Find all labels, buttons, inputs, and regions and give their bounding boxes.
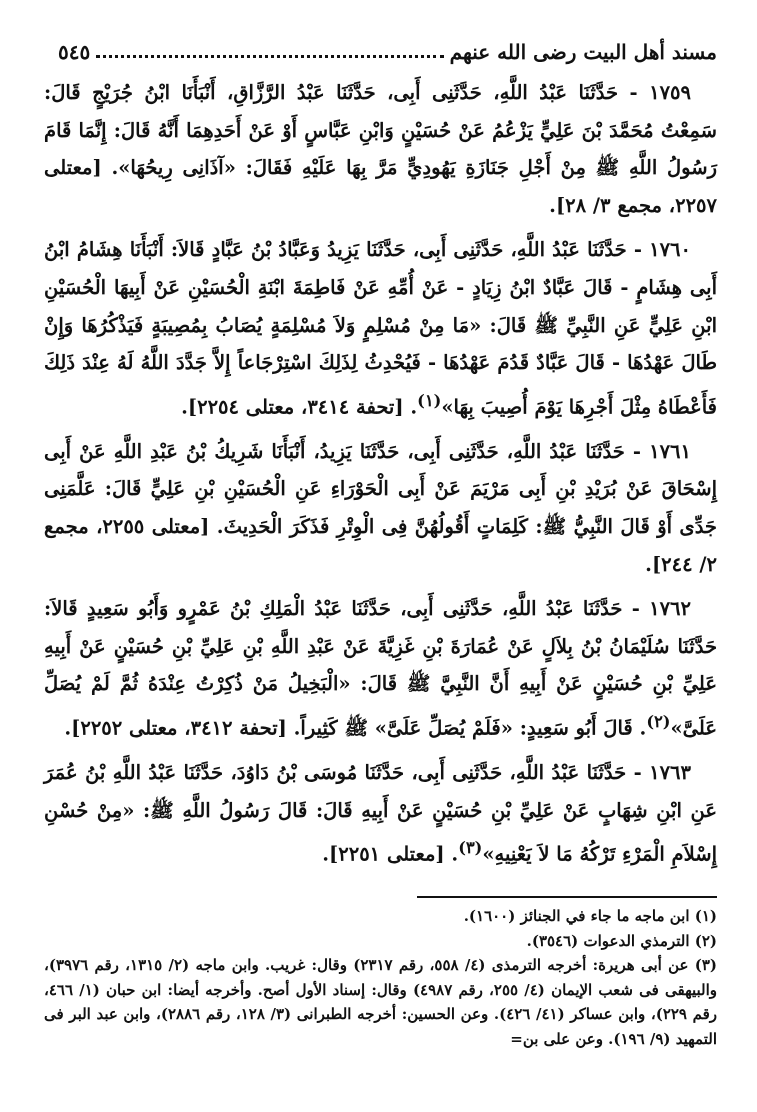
- hadith-reference: [معتلى ٢٢٥٥، مجمع ٢/ ٢٤٤].: [44, 515, 717, 576]
- hadith-1761: ١٧٦١ - حَدَّثَنَا عَبْدُ اللَّهِ، حَدَّثَنِى أَبِى، حَدَّثَنَا يَزِيدُ، أَنْبَأَنَا شَرِيكُ بْنُ عَبْدِ اللَّهِ عَنْ أَبِى إِسْحَاقَ عَنْ بُرَيْدِ بْنِ أَبِى مَرْيَمَ عَنْ أَبِى الْحَوْرَاءِ عَنِ الْحُسَيْنِ بْنِ عَلِيٍّ قَالَ: عَلَّمَنِى جَدِّى أَوْ قَالَ النَّبِيُّ ﷺ: كَلِمَاتٍ أَقُولُهُنَّ فِى الْوِتْرِ فَذَكَرَ الْحَدِيثَ. [معتلى ٢٢٥٥، مجمع ٢/ ٢٤٤].: [44, 439, 717, 576]
- footnote-3: (٣) عن أبى هريرة: أخرجه الترمذى (٤/ ٥٥٨، رقم ٢٣١٧) وقال: غريب. وابن ماجه (٢/ ١٣١٥، رقم ٣٩٧٦)، والبيهقى فى شعب الإيمان (٤/ ٢٥٥، رقم ٤٩٨٧) وقال: إسناد الأول أصح. وأخرجه أيضا: ابن حبان (١/ ٤٦٦، رقم ٢٢٩)، وابن عساكر (٤١/ ٤٢٦). وعن الحسين: أخرجه الطبرانى (٣/ ١٢٨، رقم ٢٨٨٦)، وابن عبد البر فى التمهيد (٩/ ١٩٦). وعن على بن=: [44, 956, 718, 1048]
- footnote-marker[interactable]: (٢): [646, 712, 671, 731]
- footnote-marker[interactable]: (١): [417, 390, 442, 410]
- footnote-separator: [417, 896, 717, 898]
- hadith-text: حَدَّثَنَا عَبْدُ اللَّهِ، حَدَّثَنِى أَبِى، حَدَّثَنَا يَزِيدُ، أَنْبَأَنَا شَرِيكُ بْنُ عَبْدِ اللَّهِ عَنْ أَبِى إِسْحَاقَ عَنْ بُرَيْدِ بْنِ أَبِى مَرْيَمَ عَنْ أَبِى الْحَوْرَاءِ عَنِ الْحُسَيْنِ بْنِ عَلِيٍّ قَالَ: عَلَّمَنِى جَدِّى أَوْ قَالَ النَّبِيُّ ﷺ: كَلِمَاتٍ أَقُولُهُنَّ فِى الْوِتْرِ فَذَكَرَ الْحَدِيثَ.: [44, 439, 717, 539]
- hadith-1762: ١٧٦٢ - حَدَّثَنَا عَبْدُ اللَّهِ، حَدَّثَنِى أَبِى، حَدَّثَنَا عَبْدُ الْمَلِكِ بْنُ عَمْرٍو وَأَبُو سَعِيدٍ قَالاَ: حَدَّثَنَا سُلَيْمَانُ بْنُ بِلاَلٍ عَنْ عُمَارَةَ بْنِ غَزِيَّةَ عَنْ عَبْدِ اللَّهِ بْنِ عَلِيِّ بْنِ حُسَيْنٍ عَنْ أَبِيهِ عَلِيِّ بْنِ حُسَيْنٍ عَنْ أَبِيهِ أَنَّ النَّبِيَّ ﷺ قَالَ: «الْبَخِيلُ مَنْ ذُكِرْتُ عِنْدَهُ ثُمَّ لَمْ يُصَلِّ عَلَىَّ»$^{(٢)}$. قَالَ أَبُو سَعِيدٍ: «فَلَمْ يُصَلِّ عَلَىَّ» ﷺ كَثِيراً. [تحفة ٣٤١٢، معتلى ٢٢٥٢].: [44, 597, 717, 740]
- hadith-reference: [معتلى ٢٢٥٧، مجمع ٣/ ٢٨].: [44, 156, 717, 217]
- hadith-body: [44, 74, 717, 880]
- hadith-number: ١٧٦٢: [649, 597, 691, 621]
- header-dot-leader: [96, 54, 443, 58]
- hadith-number: ١٧٦١: [649, 439, 692, 463]
- footnote-2: (٢) الترمذي الدعوات (٣٥٤٦).: [526, 931, 717, 950]
- hadith-text: حَدَّثَنَا عَبْدُ اللَّهِ، حَدَّثَنِى أَبِى، حَدَّثَنَا عَبْدُ الْمَلِكِ بْنُ عَمْرٍو وَأَبُو سَعِيدٍ قَالاَ: حَدَّثَنَا سُلَيْمَانُ بْنُ بِلاَلٍ عَنْ عُمَارَةَ بْنِ غَزِيَّةَ عَنْ عَبْدِ اللَّهِ بْنِ عَلِيِّ بْنِ حُسَيْنٍ عَنْ أَبِيهِ عَلِيِّ بْنِ حُسَيْنٍ عَنْ أَبِيهِ أَنَّ النَّبِيَّ ﷺ قَالَ: «الْبَخِيلُ مَنْ ذُكِرْتُ عِنْدَهُ ثُمَّ لَمْ يُصَلِّ عَلَىَّ»: [44, 597, 717, 740]
- hadith-1763: ١٧٦٣ - حَدَّثَنَا عَبْدُ اللَّهِ، حَدَّثَنِى أَبِى، حَدَّثَنَا مُوسَى بْنُ دَاوُدَ، حَدَّثَنَا عَبْدُ اللَّهِ بْنُ عُمَرَ عَنِ ابْنِ شِهَابٍ عَنْ عَلِيِّ بْنِ حُسَيْنٍ عَنْ أَبِيهِ قَالَ: قَالَ رَسُولُ اللَّهِ ﷺ: «مِنْ حُسْنِ إِسْلاَمِ الْمَرْءِ تَرْكُهُ مَا لاَ يَعْنِيهِ»$^{(٣)}$. [معتلى ٢٢٥١].: [44, 761, 717, 866]
- footnotes: [44, 904, 717, 1052]
- hadith-reference: . [تحفة ٣٤١٤، معتلى ٢٢٥٤].: [181, 395, 418, 419]
- page-number: ٥٤٥: [58, 40, 91, 64]
- hadith-text: حَدَّثَنَا عَبْدُ اللَّهِ، حَدَّثَنِى أَبِى، حَدَّثَنَا يَزِيدُ وَعَبَّادُ بْنُ عَبَّادٍ قَالاَ: أَنْبَأَنَا هِشَامُ ابْنُ أَبِى هِشَامٍ - قَالَ عَبَّادٌ ابْنُ زِيَادٍ - عَنْ أُمِّهِ عَنْ فَاطِمَةَ ابْنَةِ الْحُسَيْنِ عَنْ أَبِيهَا الْحُسَيْنِ ابْنِ عَلِيٍّ عَنِ النَّبِيِّ ﷺ قَالَ: «مَا مِنْ مُسْلِمٍ وَلاَ مُسْلِمَةٍ يُصَابُ بِمُصِيبَةٍ فَيَذْكُرُهَا وَإِنْ طَالَ عَهْدُهَا - قَالَ عَبَّادٌ قَدُمَ عَهْدُهَا - فَيُحْدِثُ لِذَلِكَ اسْتِرْجَاعاً إِلاَّ جَدَّدَ اللَّهُ لَهُ عِنْدَ ذَلِكَ فَأَعْطَاهُ مِثْلَ أَجْرِهَا يَوْمَ أُصِيبَ بِهَا»: [44, 238, 717, 419]
- hadith-text: حَدَّثَنَا عَبْدُ اللَّهِ، حَدَّثَنِى أَبِى، حَدَّثَنَا مُوسَى بْنُ دَاوُدَ، حَدَّثَنَا عَبْدُ اللَّهِ بْنُ عُمَرَ عَنِ ابْنِ شِهَابٍ عَنْ عَلِيِّ بْنِ حُسَيْنٍ عَنْ أَبِيهِ قَالَ: قَالَ رَسُولُ اللَّهِ ﷺ: «مِنْ حُسْنِ إِسْلاَمِ الْمَرْءِ تَرْكُهُ مَا لاَ يَعْنِيهِ»: [44, 761, 717, 866]
- page-header: [58, 30, 717, 64]
- hadith-reference: . [معتلى ٢٢٥١].: [322, 842, 459, 866]
- hadith-number: ١٧٦٠: [649, 238, 691, 262]
- hadith-1759: ١٧٥٩ - حَدَّثَنَا عَبْدُ اللَّهِ، حَدَّثَنِى أَبِى، حَدَّثَنَا عَبْدُ الرَّزَّاقِ، أَنْبَأَنَا ابْنُ جُرَيْجٍ قَالَ: سَمِعْتُ مُحَمَّدَ بْنَ عَلِيٍّ يَزْعُمُ عَنْ حُسَيْنٍ وَابْنِ عَبَّاسٍ أَوْ عَنْ أَحَدِهِمَا أَنَّهُ قَالَ: إِنَّمَا قَامَ رَسُولُ اللَّهِ ﷺ مِنْ أَجْلِ جَنَازَةِ يَهُودِيٍّ مَرَّ بِهَا عَلَيْهِ فَقَالَ: «آذَانِى رِيحُهَا». [معتلى ٢٢٥٧، مجمع ٣/ ٢٨].: [44, 81, 717, 217]
- hadith-text: حَدَّثَنَا عَبْدُ اللَّهِ، حَدَّثَنِى أَبِى، حَدَّثَنَا عَبْدُ الرَّزَّاقِ، أَنْبَأَنَا ابْنُ جُرَيْجٍ قَالَ: سَمِعْتُ مُحَمَّدَ بْنَ عَلِيٍّ يَزْعُمُ عَنْ حُسَيْنٍ وَابْنِ عَبَّاسٍ أَوْ عَنْ أَحَدِهِمَا أَنَّهُ قَالَ: إِنَّمَا قَامَ رَسُولُ اللَّهِ ﷺ مِنْ أَجْلِ جَنَازَةِ يَهُودِيٍّ مَرَّ بِهَا عَلَيْهِ فَقَالَ: «آذَانِى رِيحُهَا».: [44, 81, 717, 180]
- hadith-1760: ١٧٦٠ - حَدَّثَنَا عَبْدُ اللَّهِ، حَدَّثَنِى أَبِى، حَدَّثَنَا يَزِيدُ وَعَبَّادُ بْنُ عَبَّادٍ قَالاَ: أَنْبَأَنَا هِشَامُ ابْنُ أَبِى هِشَامٍ - قَالَ عَبَّادٌ ابْنُ زِيَادٍ - عَنْ أُمِّهِ عَنْ فَاطِمَةَ ابْنَةِ الْحُسَيْنِ عَنْ أَبِيهَا الْحُسَيْنِ ابْنِ عَلِيٍّ عَنِ النَّبِيِّ ﷺ قَالَ: «مَا مِنْ مُسْلِمٍ وَلاَ مُسْلِمَةٍ يُصَابُ بِمُصِيبَةٍ فَيَذْكُرُهَا وَإِنْ طَالَ عَهْدُهَا - قَالَ عَبَّادٌ قَدُمَ عَهْدُهَا - فَيُحْدِثُ لِذَلِكَ اسْتِرْجَاعاً إِلاَّ جَدَّدَ اللَّهُ لَهُ عِنْدَ ذَلِكَ فَأَعْطَاهُ مِثْلَ أَجْرِهَا يَوْمَ أُصِيبَ بِهَا»$^{(١)}$. [تحفة ٣٤١٤، معتلى ٢٢٥٤].: [44, 238, 717, 419]
- footnote-1: (١) ابن ماجه ما جاء في الجنائز (١٦٠٠).: [463, 907, 717, 925]
- running-title: مسند أهل البيت رضى الله عنهم: [449, 40, 717, 64]
- hadith-number: ١٧٥٩: [649, 81, 691, 104]
- footnote-marker[interactable]: (٣): [458, 838, 483, 858]
- hadith-number: ١٧٦٣: [649, 761, 691, 785]
- hadith-reference: . قَالَ أَبُو سَعِيدٍ: «فَلَمْ يُصَلِّ عَلَىَّ» ﷺ كَثِيراً. [تحفة ٣٤١٢، معتلى ٢٢٥٢].: [64, 716, 647, 740]
